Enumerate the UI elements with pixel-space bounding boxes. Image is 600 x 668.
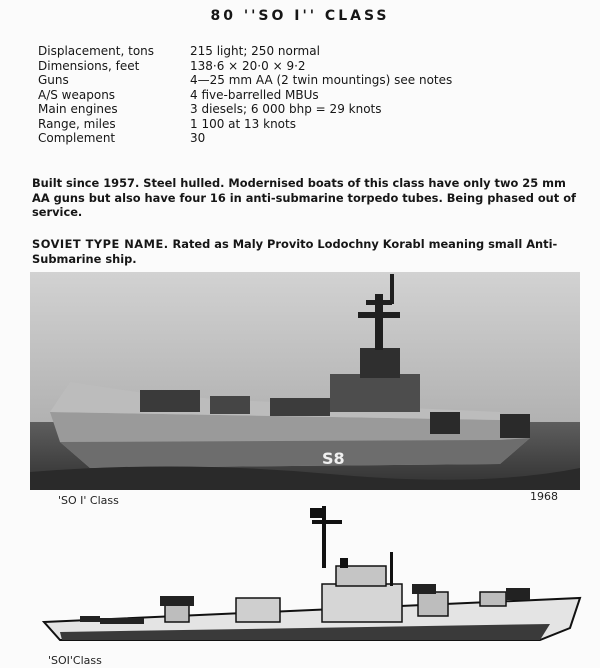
spec-value: 4—25 mm AA (2 twin mountings) see notes [190, 73, 453, 87]
spec-value: 3 diesels; 6 000 bhp = 29 knots [190, 102, 382, 116]
spec-label: Range, miles [38, 116, 116, 131]
spec-row [38, 102, 452, 117]
spec-row [38, 131, 452, 146]
spec-value: 215 light; 250 normal [190, 44, 320, 58]
type-name-text: Rated as Maly Provito Lodochny Korabl meaning small Anti-Submarine ship. [32, 237, 558, 266]
ship-photograph [30, 272, 580, 490]
spec-value: 4 five-barrelled MBUs [190, 87, 319, 102]
spec-label: Dimensions, feet [38, 58, 140, 73]
spec-row [38, 73, 452, 88]
spec-label: A/S weapons [38, 87, 116, 102]
page-title: 80 ''SO I'' CLASS [210, 8, 390, 24]
photo-caption: 'SO I' Class [58, 494, 119, 507]
spec-value: 1 100 at 13 knots [190, 116, 296, 131]
drawing-caption: 'SOI'Class [48, 654, 102, 667]
spec-value: 138·6 × 20·0 × 9·2 [190, 58, 306, 73]
spec-row [38, 44, 452, 59]
history-paragraph: Built since 1957. Steel hulled. Modernised boats of this class have only two 25 mm AA guns but also have four 16 in anti-submarine torpedo tubes. Being phased out of service. [32, 176, 576, 219]
spec-row [38, 117, 452, 132]
spec-label: Complement [38, 131, 116, 145]
photo-year: 1968 [530, 490, 558, 503]
hull-number: S8 [322, 449, 345, 468]
type-name-paragraph [32, 237, 584, 266]
spec-label: Displacement, tons [38, 44, 155, 58]
ship-profile-drawing [40, 500, 590, 658]
spec-table [38, 44, 452, 146]
spec-row [38, 59, 452, 74]
spec-label: Guns [38, 73, 69, 87]
type-name-heading: SOVIET TYPE NAME. [32, 237, 169, 251]
spec-value: 30 [190, 131, 206, 145]
spec-row [38, 88, 452, 103]
spec-label: Main engines [38, 102, 118, 116]
